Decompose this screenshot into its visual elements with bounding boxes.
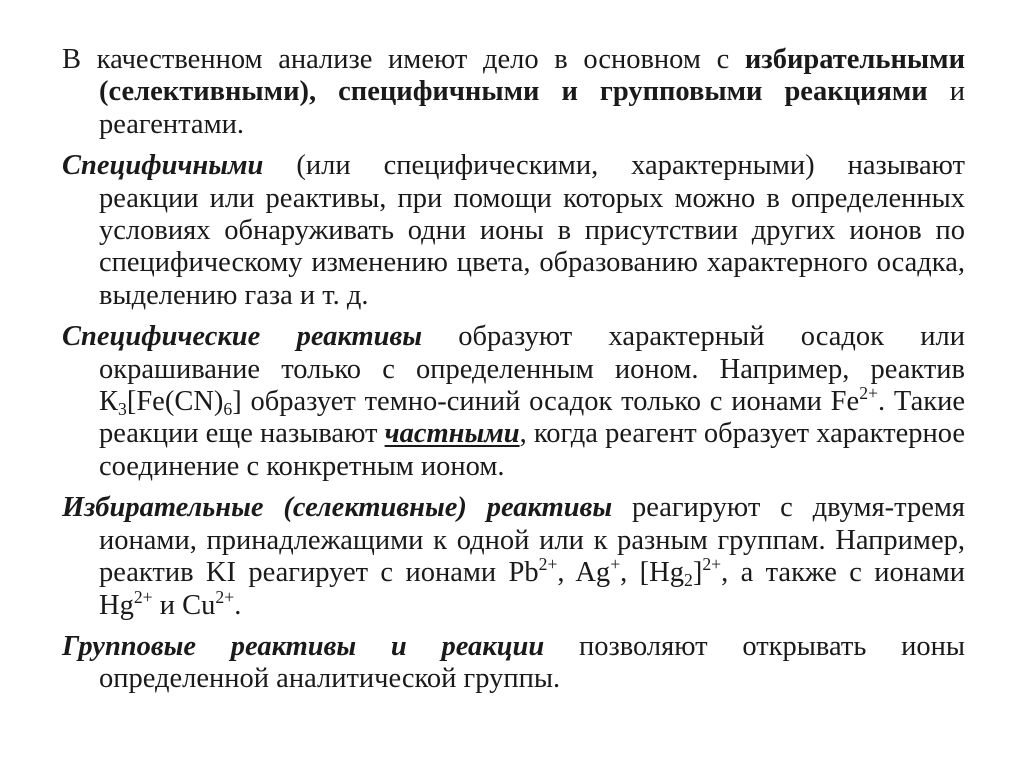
text: , а также с ионами Hg <box>99 557 965 621</box>
text: ] образует темно-синий осадок только с ионами Fe <box>232 386 860 418</box>
term-selective-reagents: Избирательные (селективные) реактивы <box>62 492 613 524</box>
term-group-reagents: Групповые реактивы и реакции <box>62 630 545 662</box>
text: , Ag <box>557 557 611 589</box>
text: (или специфическими, характерными) называют реакции или реактивы, при помощи которых можно в определенных условиях обнаруживать одни ионы в присутствии других ионов по специфическому изменению цвета, образованию характерного осадка, выделению газа и т. д. <box>99 150 965 311</box>
superscript: 2+ <box>215 586 235 607</box>
superscript: 2+ <box>133 586 153 607</box>
paragraph-group-reagents <box>62 631 965 696</box>
text: и реагентами. <box>99 76 965 140</box>
text: , когда реагент образует характерное соединение с конкретным ионом. <box>99 418 965 482</box>
term-partial: частными <box>384 418 520 450</box>
paragraph-intro <box>62 44 965 141</box>
paragraph-selective-reagents <box>62 492 965 622</box>
text: ] <box>692 557 703 589</box>
subscript: 2 <box>683 570 693 591</box>
superscript: 2+ <box>859 383 878 404</box>
text: и Cu <box>152 589 216 621</box>
paragraph-specific <box>62 150 965 312</box>
subscript: 3 <box>118 399 127 419</box>
subscript: 6 <box>223 399 233 419</box>
slide-body <box>62 44 965 705</box>
term-specific-reagents: Специфические реактивы <box>62 321 422 353</box>
text: , [Hg <box>620 557 684 589</box>
paragraph-specific-reagents <box>62 321 965 483</box>
superscript: 2+ <box>538 554 558 575</box>
text: реагируют с двумя-тремя ионами, принадлежащими к одной или к разным группам. Например, реактив KI реагирует с ионами Pb <box>99 492 965 589</box>
text: [Fe(CN) <box>126 386 224 418</box>
term-specific: Специфичными <box>62 150 264 182</box>
superscript: 2+ <box>702 554 722 575</box>
text: В качественном анализе имеют дело в основном с <box>62 44 745 75</box>
bold-term: избирательными (селективными), специфичными и групповыми реакциями <box>99 44 965 108</box>
text: образуют характерный осадок или окрашивание только с определенным ионом. Например, реактив К <box>99 321 965 418</box>
superscript: + <box>610 554 621 575</box>
text: . <box>234 589 242 621</box>
text: . Такие реакции еще называют <box>99 386 965 450</box>
text: позволяют открывать ионы определенной аналитической группы. <box>99 630 965 695</box>
